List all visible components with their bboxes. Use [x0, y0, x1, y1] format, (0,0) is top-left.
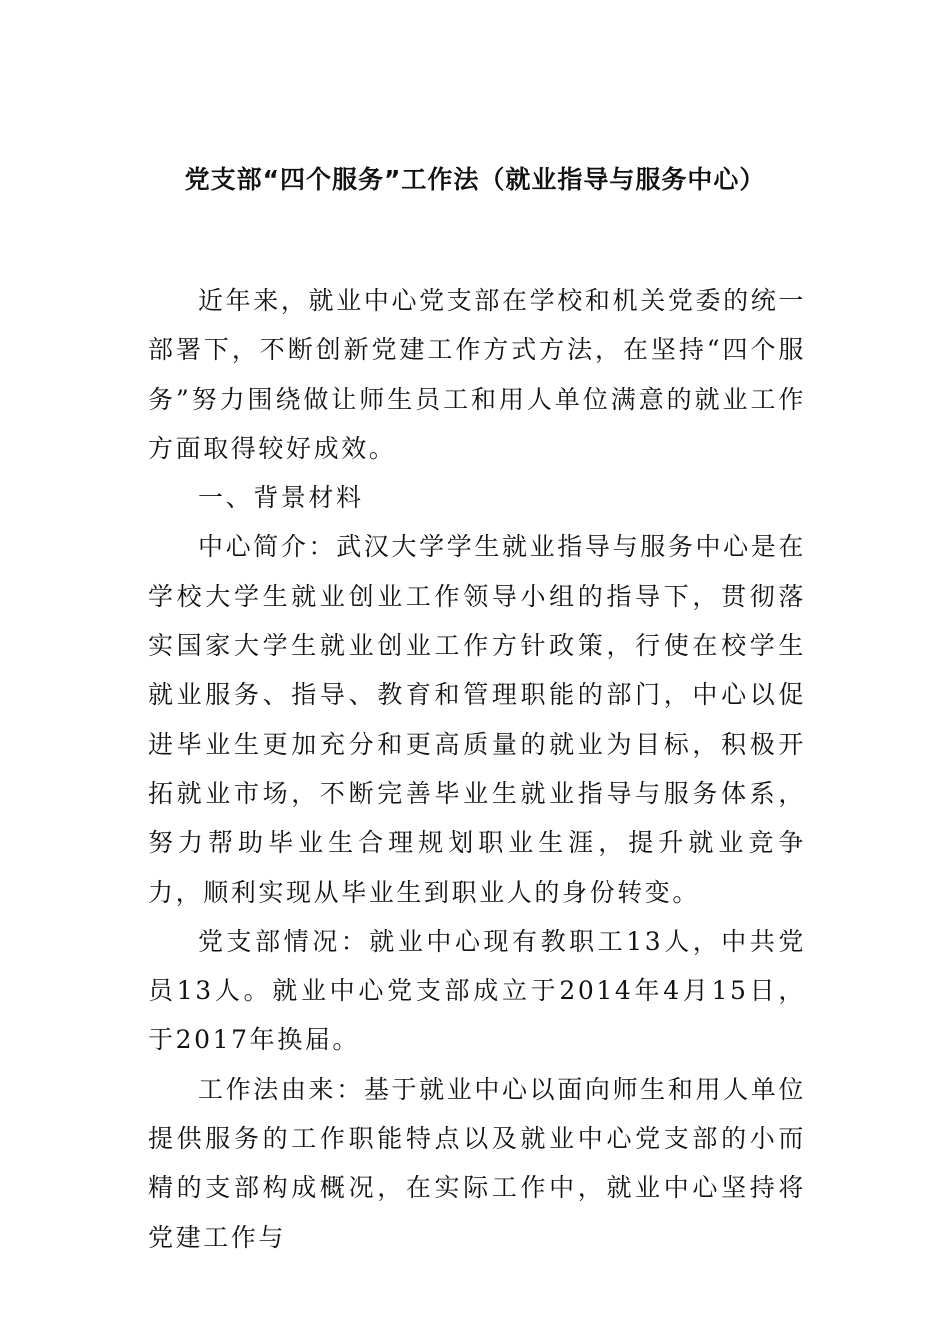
- paragraph-party-branch: 党支部情况：就业中心现有教职工13人，中共党员13人。就业中心党支部成立于2014年4月15日，于2017年换届。: [148, 926, 806, 1055]
- document-title: 党支部“四个服务”工作法（就业指导与服务中心）: [184, 165, 766, 194]
- document-body: [148, 276, 806, 1262]
- paragraph-method-origin: 工作法由来：基于就业中心以面向师生和用人单位提供服务的工作职能特点以及就业中心党支部的小而精的支部构成概况，在实际工作中，就业中心坚持将党建工作与: [148, 1074, 806, 1252]
- paragraph-intro: 近年来，就业中心党支部在学校和机关党委的统一部署下，不断创新党建工作方式方法，在坚持“四个服务”努力围绕做让师生员工和用人单位满意的就业工作方面取得较好成效。: [148, 286, 806, 463]
- section-heading-background: 一、背景材料: [198, 483, 364, 513]
- paragraph-center-intro: 中心简介：武汉大学学生就业指导与服务中心是在学校大学生就业创业工作领导小组的指导下，贯彻落实国家大学生就业创业工作方针政策，行使在校学生就业服务、指导、教育和管理职能的部门，中心以促进毕业生更加充分和更高质量的就业为目标，积极开拓就业市场，不断完善毕业生就业指导与服务体系，努力帮助毕业生合理规划职业生涯，提升就业竞争力，顺利实现从毕业生到职业人的身份转变。: [148, 532, 806, 907]
